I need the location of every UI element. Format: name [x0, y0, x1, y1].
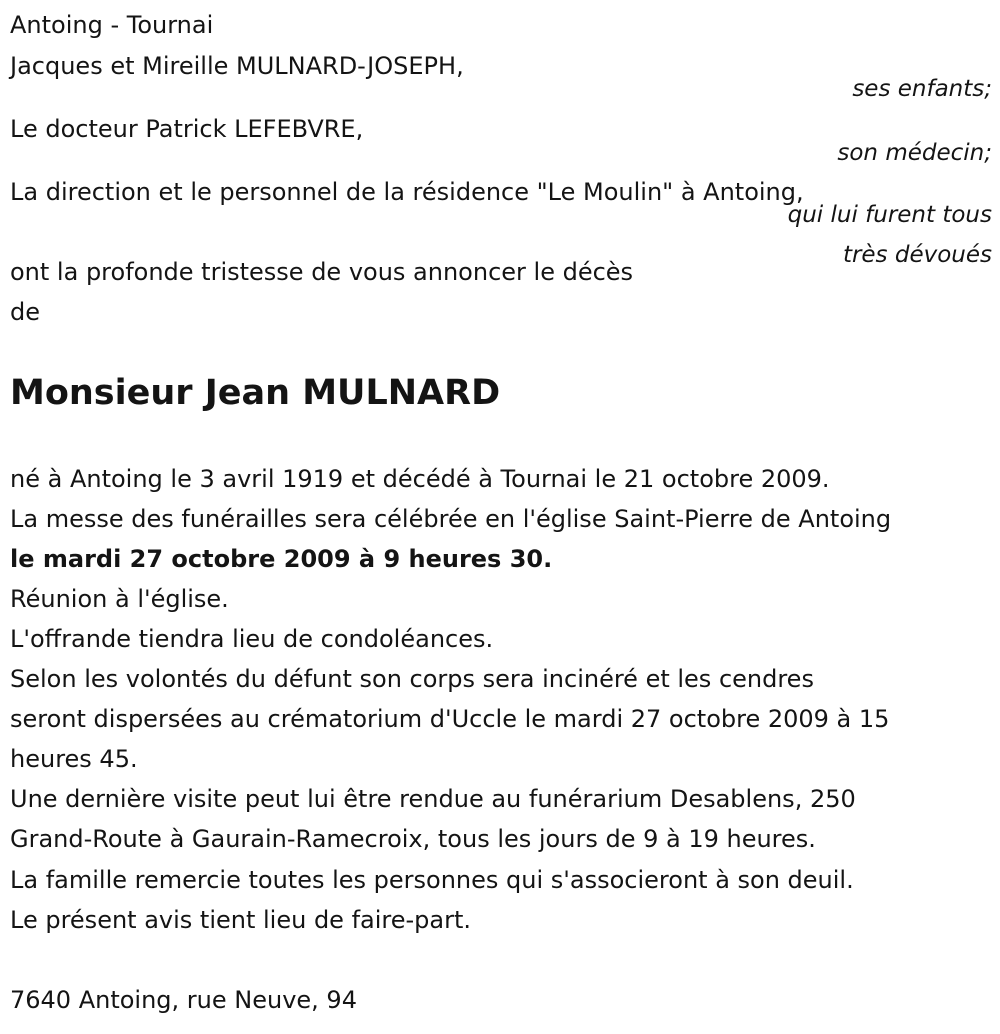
body-line: Une dernière visite peut lui être rendue au funérarium Desablens, 250 [10, 785, 856, 813]
body-line: Selon les volontés du défunt son corps sera incinéré et les cendres [10, 665, 814, 693]
location-header: Antoing - Tournai [10, 11, 214, 39]
announcer-doctor: Le docteur Patrick LEFEBVRE, [10, 115, 364, 143]
body-line: seront dispersées au crématorium d'Uccle le mardi 27 octobre 2009 à 15 [10, 705, 890, 733]
announcer-residence: La direction et le personnel de la résidence "Le Moulin" à Antoing, [10, 178, 804, 206]
announcement-line2: de [10, 298, 40, 326]
body-line: La messe des funérailles sera célébrée en l'église Saint-Pierre de Antoing [10, 505, 892, 533]
funeral-date: le mardi 27 octobre 2009 à 9 heures 30. [10, 545, 553, 573]
body-line: Réunion à l'église. [10, 585, 229, 613]
relation-doctor: son médecin; [837, 140, 992, 166]
body-line: Le présent avis tient lieu de faire-part. [10, 906, 472, 934]
relation-residence-line2: très dévoués [842, 242, 992, 268]
announcement-line1: ont la profonde tristesse de vous annoncer le décès [10, 258, 634, 286]
body-line: La famille remercie toutes les personnes qui s'associeront à son deuil. [10, 866, 854, 894]
deceased-name: Monsieur Jean MULNARD [10, 373, 501, 413]
announcer-children: Jacques et Mireille MULNARD-JOSEPH, [10, 52, 464, 80]
relation-residence-line1: qui lui furent tous [787, 202, 992, 228]
address: 7640 Antoing, rue Neuve, 94 [10, 986, 357, 1014]
body-line: L'offrande tiendra lieu de condoléances. [10, 625, 494, 653]
body-line: heures 45. [10, 745, 138, 773]
relation-children: ses enfants; [852, 76, 992, 102]
body-line: Grand-Route à Gaurain-Ramecroix, tous les jours de 9 à 19 heures. [10, 825, 816, 853]
body-line: né à Antoing le 3 avril 1919 et décédé à Tournai le 21 octobre 2009. [10, 465, 830, 493]
